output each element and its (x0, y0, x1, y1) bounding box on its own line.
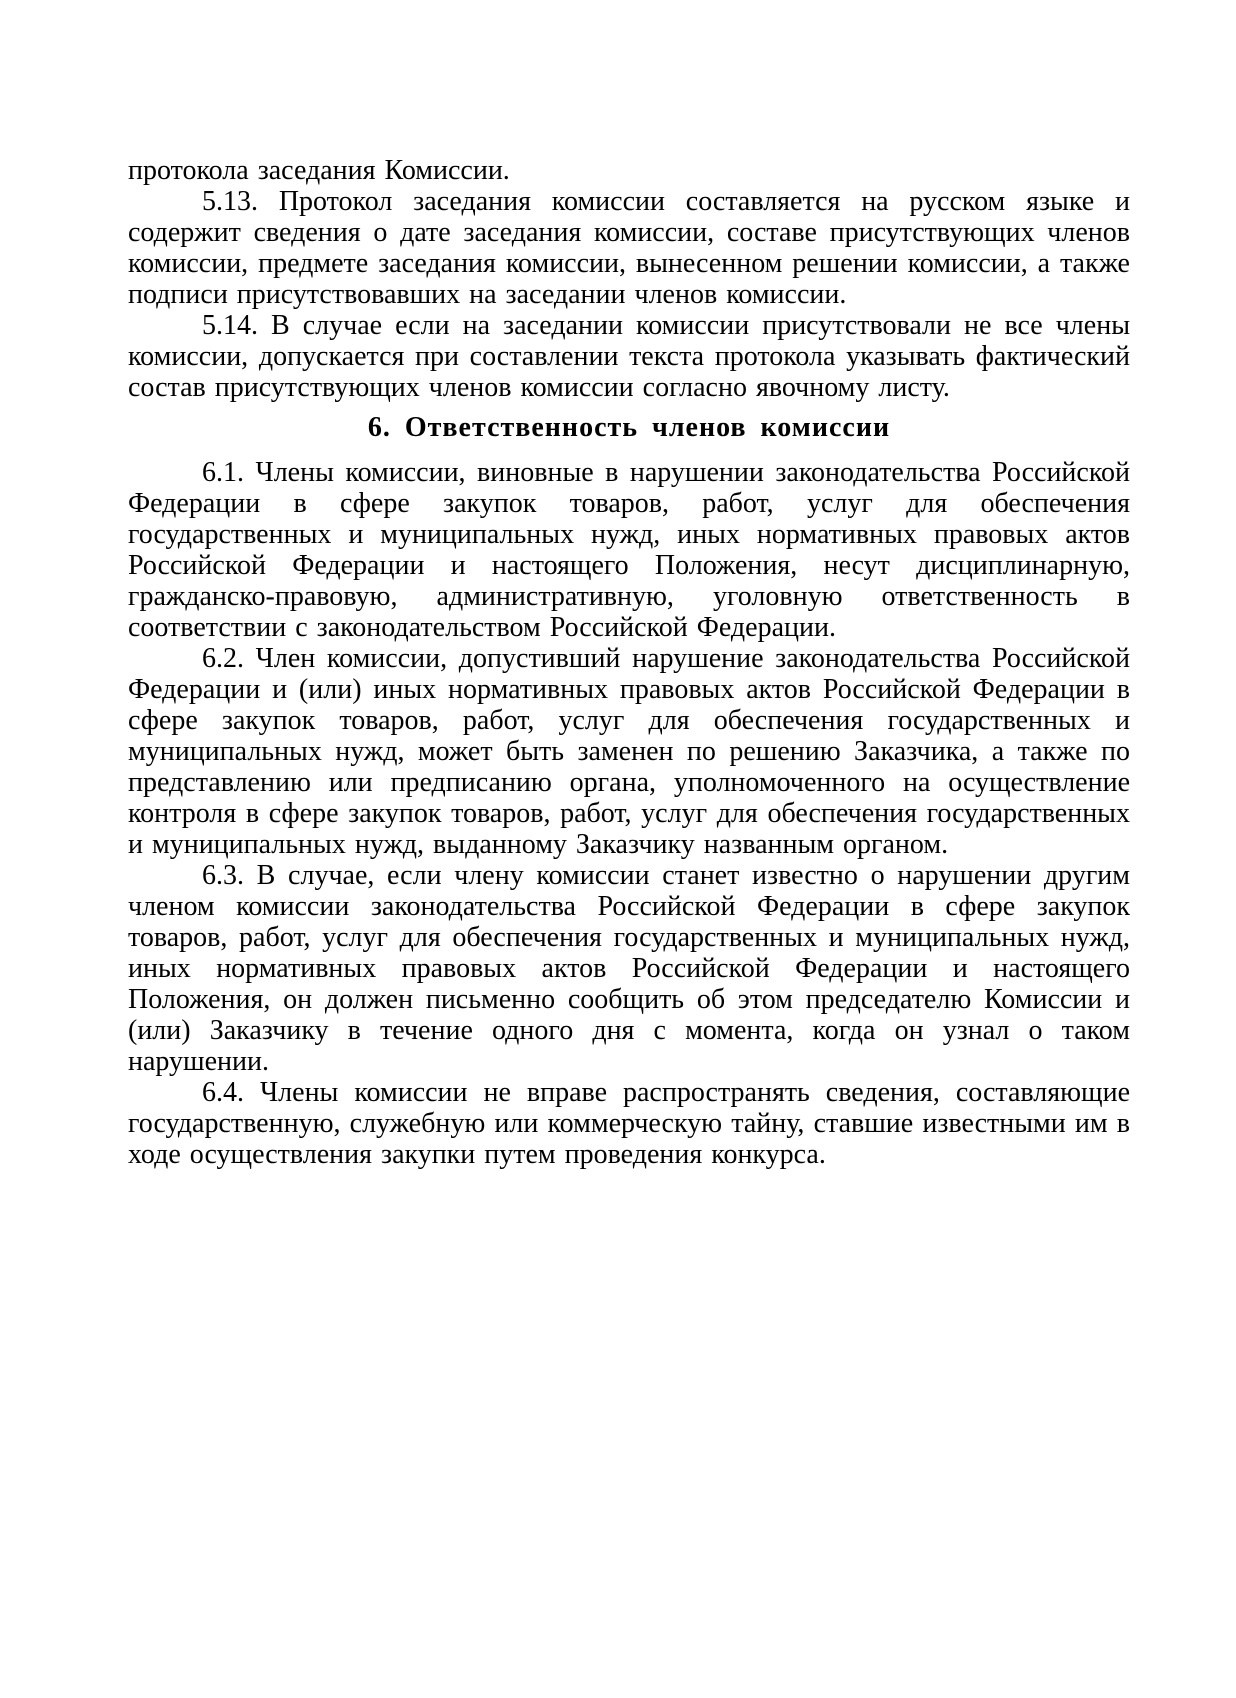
paragraph-6-1: 6.1. Члены комиссии, виновные в нарушении законодательства Российской Федерации в сфере закупок товаров, работ, услуг для обеспечения государственных и муниципальных нужд, иных нормативных правовых актов Российской Федерации и настоящего Положения, несут дисциплинарную, гражданско-правовую, административную, уголовную ответственность в соответствии с законодательством Российской Федерации. (128, 457, 1130, 643)
section-6-heading: 6. Ответственность членов комиссии (367, 412, 891, 443)
paragraph-5-13: 5.13. Протокол заседания комиссии составляется на русском языке и содержит сведения о дате заседания комиссии, составе присутствующих членов комиссии, предмете заседания комиссии, вынесенном решении комиссии, а также подписи присутствовавших на заседании членов комиссии. (128, 186, 1130, 310)
paragraph-6-2: 6.2. Член комиссии, допустивший нарушение законодательства Российской Федерации и (или) иных нормативных правовых актов Российской Федерации в сфере закупок товаров, работ, услуг для обеспечения государственных и муниципальных нужд, может быть заменен по решению Заказчика, а также по представлению или предписанию органа, уполномоченного на осуществление контроля в сфере закупок товаров, работ, услуг для обеспечения государственных и муниципальных нужд, выданному Заказчику названным органом. (128, 643, 1130, 860)
paragraph-continuation: протокола заседания Комиссии. (128, 155, 510, 186)
paragraph-6-4: 6.4. Члены комиссии не вправе распространять сведения, составляющие государственную, служебную или коммерческую тайну, ставшие известными им в ходе осуществления закупки путем проведения конкурса. (128, 1077, 1130, 1170)
paragraph-5-14: 5.14. В случае если на заседании комиссии присутствовали не все члены комиссии, допускается при составлении текста протокола указывать фактический состав присутствующих членов комиссии согласно явочному листу. (128, 310, 1130, 403)
paragraph-6-3: 6.3. В случае, если члену комиссии станет известно о нарушении другим членом комиссии законодательства Российской Федерации в сфере закупок товаров, работ, услуг для обеспечения государственных и муниципальных нужд, иных нормативных правовых актов Российской Федерации и настоящего Положения, он должен письменно сообщить об этом председателю Комиссии и (или) Заказчику в течение одного дня с момента, когда он узнал о таком нарушении. (128, 860, 1130, 1077)
